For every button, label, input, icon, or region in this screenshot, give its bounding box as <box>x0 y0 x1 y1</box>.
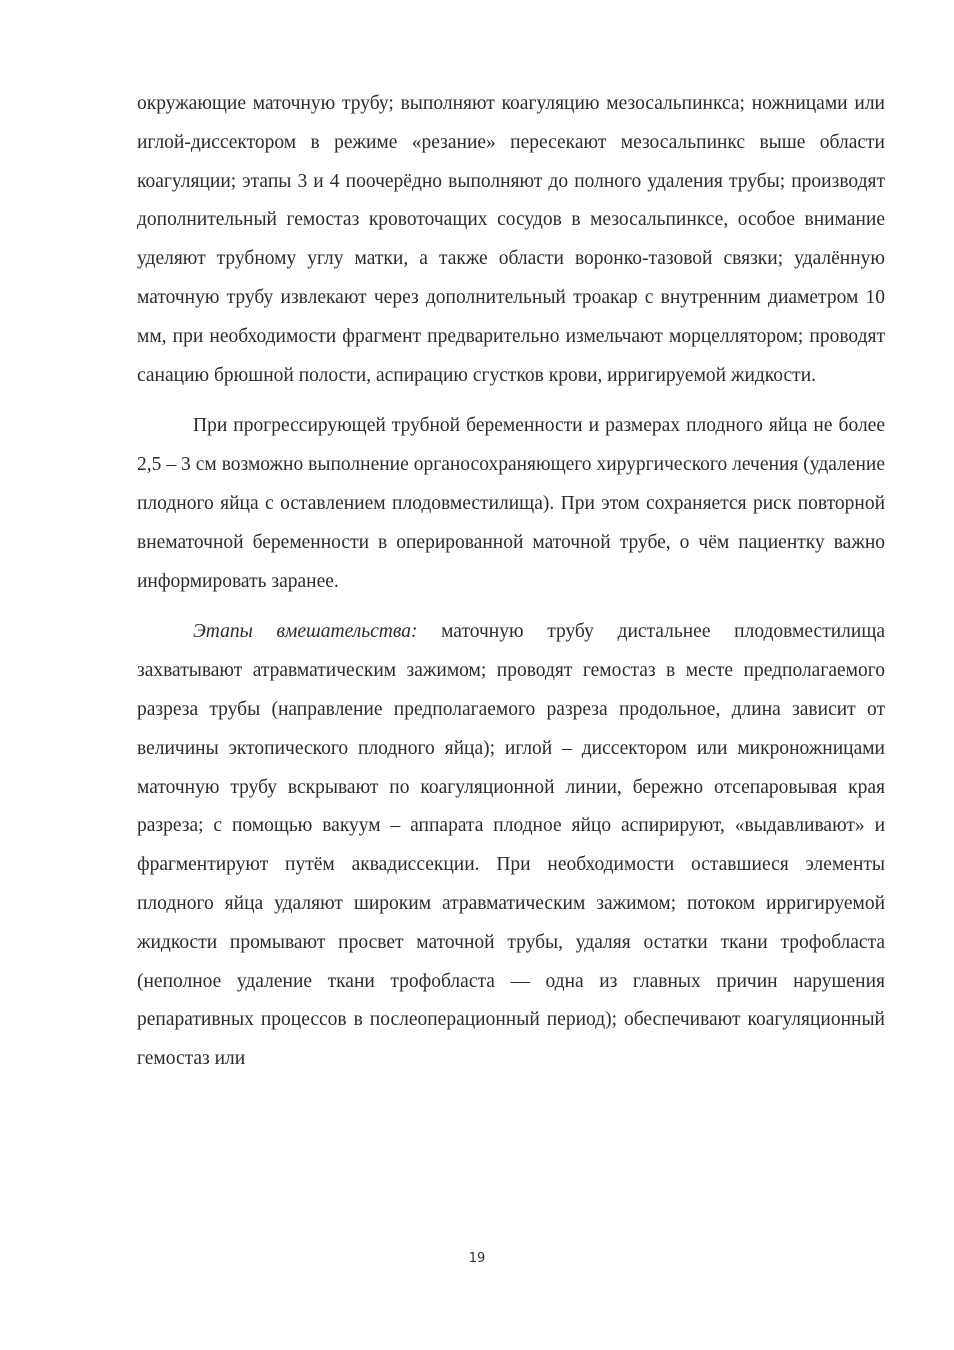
page-number: 19 <box>468 1251 486 1266</box>
paragraph-continuation: окружающие маточную трубу; выполняют коагуляцию мезосальпинкса; ножницами или иглой-диссектором в режиме «резание» пересекают мезосальпинкс выше области коагуляции; этапы 3 и 4 поочерёдно выполняют до полного удаления трубы; производят дополнительный гемостаз кровоточащих сосудов в мезосальпинксе, особое внимание уделяют трубному углу матки, а также области воронко-тазовой связки; удалённую маточную трубу извлекают через дополнительный троакар с внутренним диаметром 10 мм, при необходимости фрагмент предварительно измельчают морцеллятором; проводят санацию брюшной полости, аспирацию сгустков крови, ирригируемой жидкости. <box>137 93 885 386</box>
paragraph-body: маточную трубу дистальнее плодовместилища захватывают атравматическим зажимом; проводят гемостаз в месте предполагаемого разреза трубы (направление предполагаемого разреза продольное, длина зависит от величины эктопического плодного яйца); иглой – диссектором или микроножницами маточную трубу вскрывают по коагуляционной линии, бережно отсепаровывая края разреза; с помощью вакуум – аппарата плодное яйцо аспирируют, «выдавливают» и фрагментируют путём аквадиссекции. При необходимости оставшиеся элементы плодного яйца удаляют широким атравматическим зажимом; потоком ирригируемой жидкости промывают просвет маточной трубы, удаляя остатки ткани трофобласта (неполное удаление ткани трофобласта — одна из главных причин нарушения репаративных процессов в послеоперационный период); обеспечивают коагуляционный гемостаз или <box>137 621 885 1070</box>
italic-lead-phrase: Этапы вмешательства: <box>193 621 418 643</box>
paragraph-organ-preserving: При прогрессирующей трубной беременности и размерах плодного яйца не более 2,5 – 3 см возможно выполнение органосохраняющего хирургического лечения (удаление плодного яйца с оставлением плодовместилища). При этом сохраняется риск повторной внематочной беременности в оперированной маточной трубе, о чём пациентку важно информировать заранее. <box>137 415 885 592</box>
body-text <box>137 85 885 1079</box>
paragraph-intervention-stages <box>137 613 885 1079</box>
